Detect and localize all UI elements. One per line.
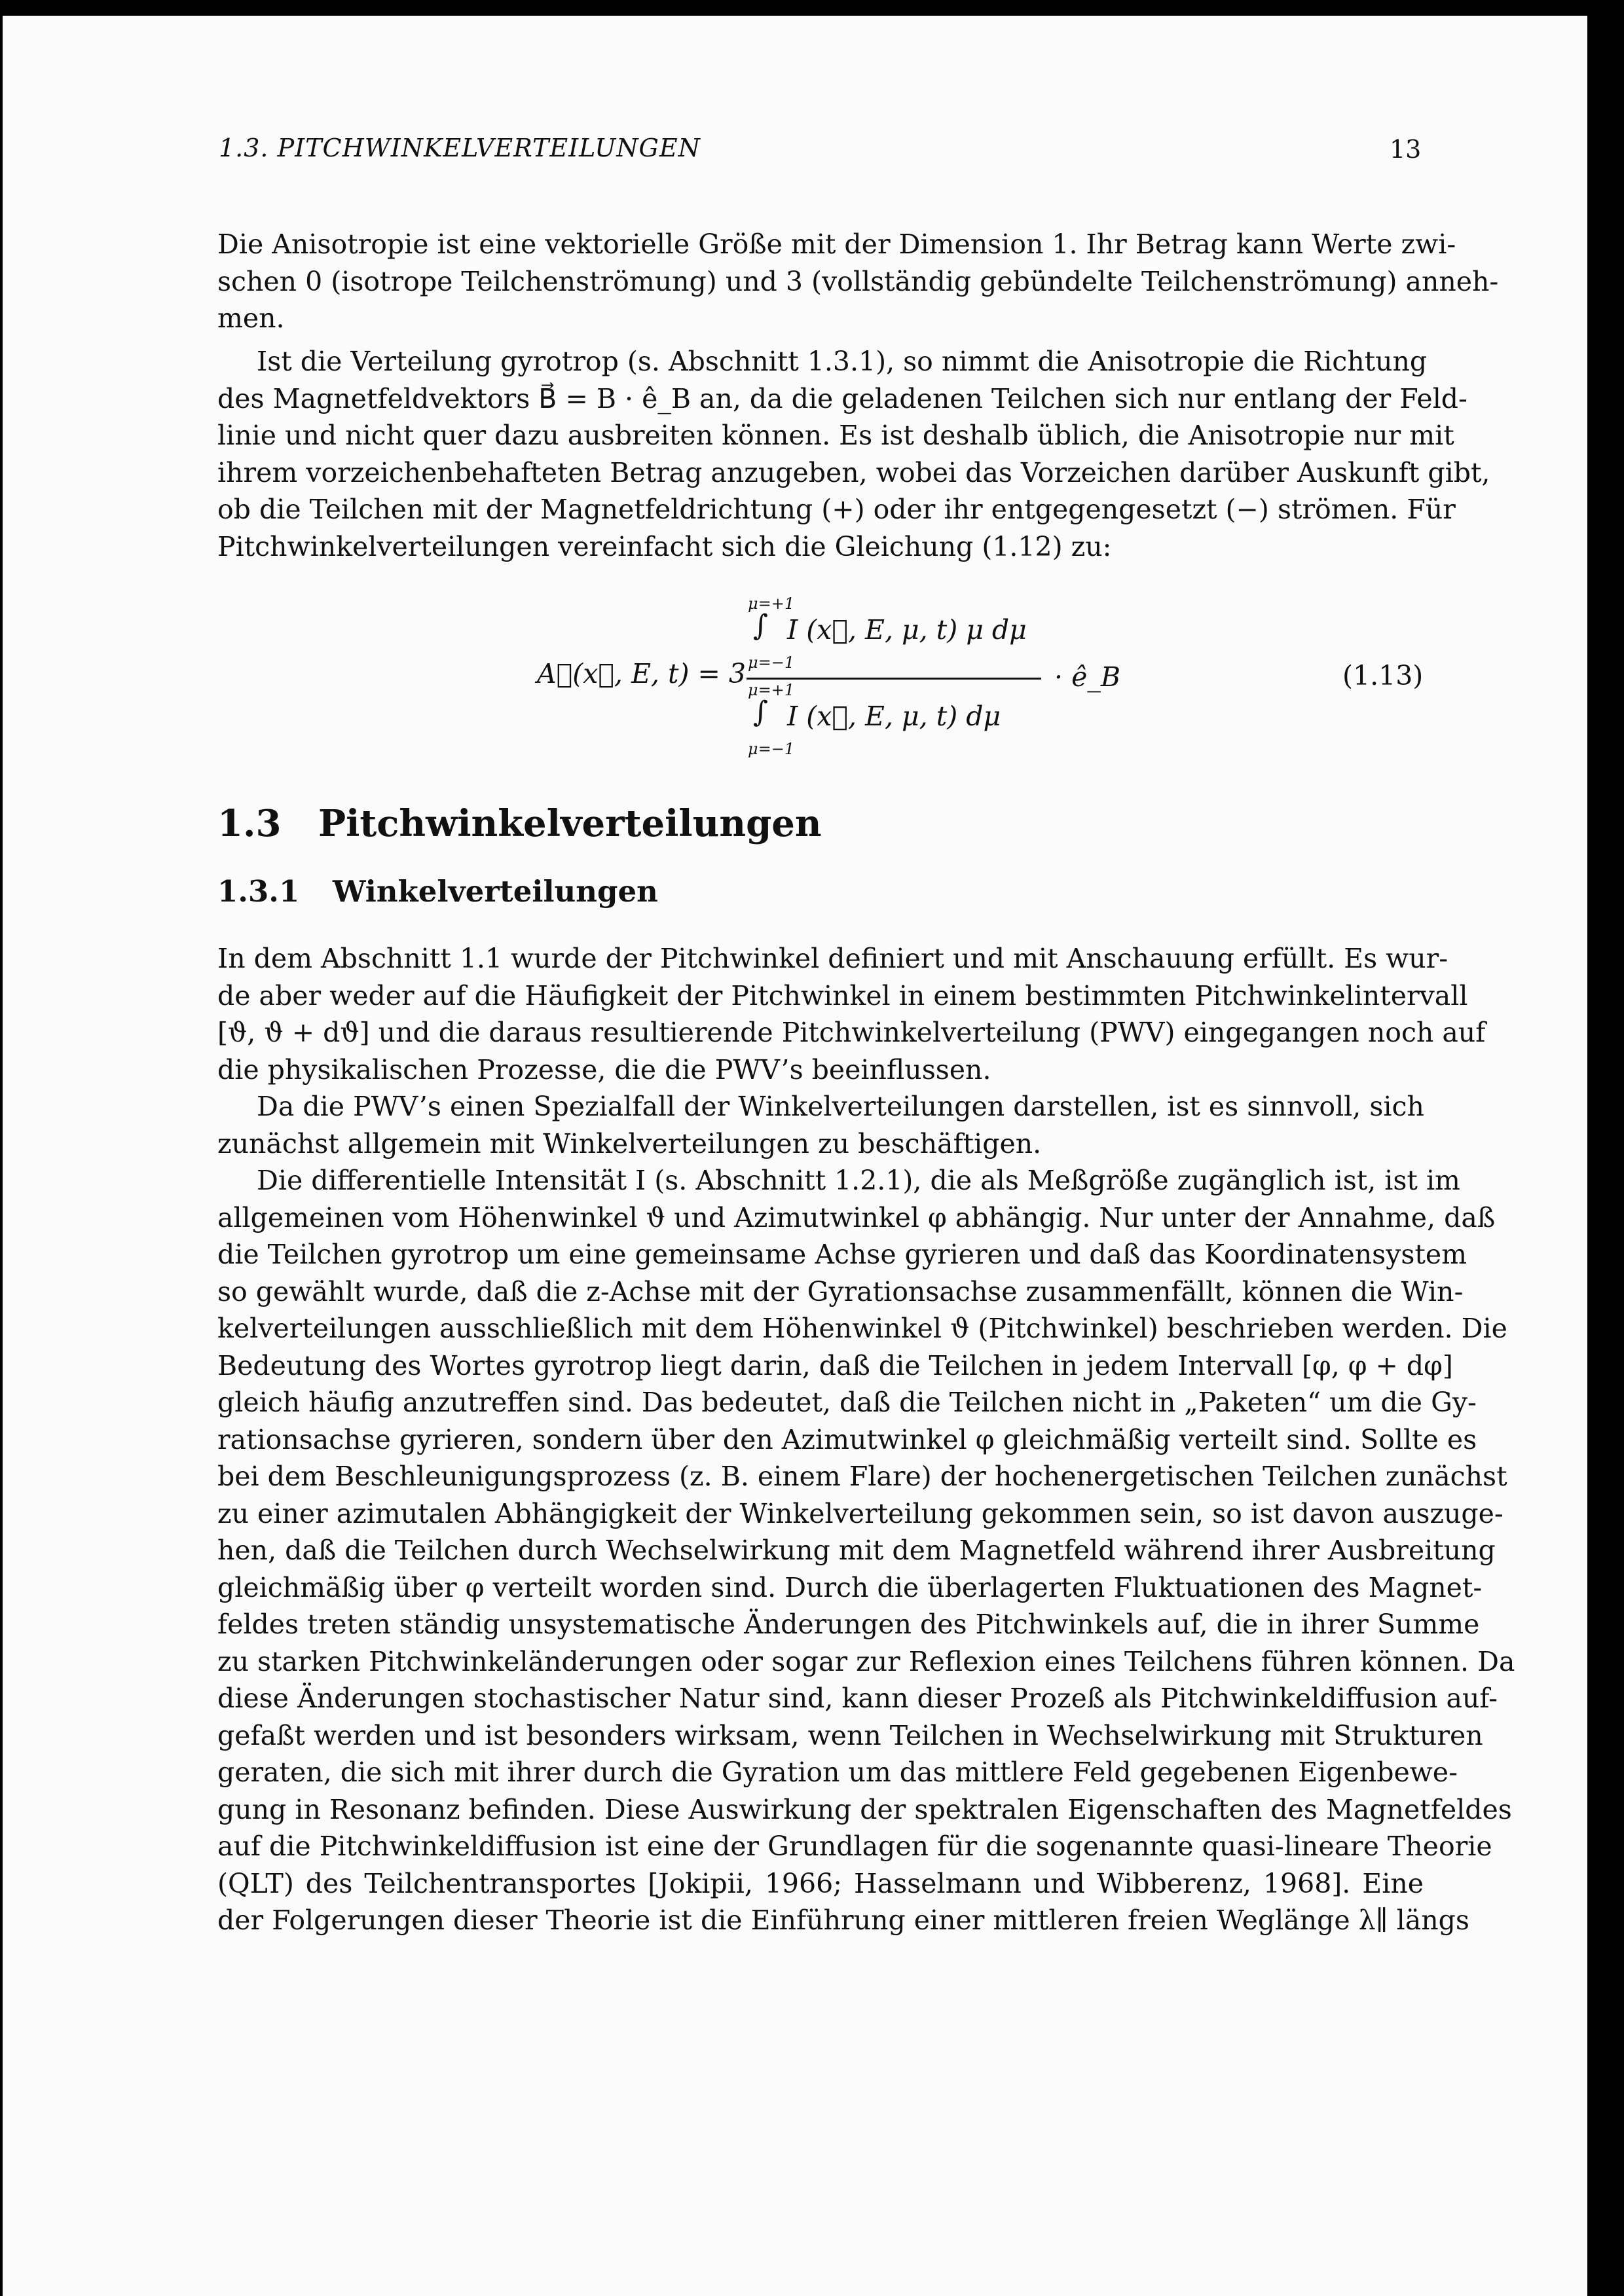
integral-upper-limit: μ=+1	[748, 681, 795, 699]
text-line: allgemeinen vom Höhenwinkel ϑ und Azimutwinkel φ abhängig. Nur unter der Annahme, daß	[217, 1201, 1496, 1233]
text-line: schen 0 (isotrope Teilchenströmung) und 3 (vollständig gebündelte Teilchenströmung) anneh-	[217, 265, 1499, 297]
text-line: de aber weder auf die Häufigkeit der Pitchwinkel in einem bestimmten Pitchwinkelintervall	[217, 979, 1468, 1011]
equation-1-13	[537, 589, 1428, 759]
text-line: feldes treten ständig unsystematische Änderungen des Pitchwinkels auf, die in ihrer Summe	[217, 1609, 1480, 1640]
text-line: [ϑ, ϑ + dϑ] und die daraus resultierende Pitchwinkelverteilung (PWV) eingegangen noch auf	[217, 1017, 1486, 1048]
paragraph-4	[217, 1088, 1424, 1162]
running-header: 1.3. PITCHWINKELVERTEILUNGEN	[219, 134, 701, 162]
text-line: Pitchwinkelverteilungen vereinfacht sich die Gleichung (1.12) zu:	[217, 530, 1112, 562]
text-line: zunächst allgemein mit Winkelverteilungen zu beschäftigen.	[217, 1127, 1042, 1159]
text-line: (QLT) des Teilchentransportes [Jokipii, 1966; Hasselmann und Wibberenz, 1968]. Eine	[217, 1867, 1424, 1899]
text-line: so gewählt wurde, daß die z-Achse mit der Gyrationsachse zusammenfällt, können die Win-	[217, 1275, 1464, 1307]
section-number: 1.3	[217, 802, 282, 845]
text-line: der Folgerungen dieser Theorie ist die Einführung einer mittleren freien Weglänge λ∥ längs	[217, 1904, 1469, 1936]
text-line: hen, daß die Teilchen durch Wechselwirkung mit dem Magnetfeld während ihrer Ausbreitung	[217, 1535, 1496, 1566]
text-line: geraten, die sich mit ihrer durch die Gyration um das mittlere Feld gegebenen Eigenbewe-	[217, 1757, 1458, 1788]
text-line: men.	[217, 302, 285, 334]
text-line: zu einer azimutalen Abhängigkeit der Winkelverteilung gekommen sein, so ist davon auszuge-	[217, 1497, 1504, 1529]
text-line: Die differentielle Intensität I (s. Abschnitt 1.2.1), die als Meßgröße zugänglich ist, ist im	[257, 1165, 1460, 1196]
equation-numerator: I (x⃗, E, μ, t) μ dμ	[787, 614, 1027, 646]
text-line: die physikalischen Prozesse, die die PWV’s beeinflussen.	[217, 1053, 991, 1085]
text-line: ob die Teilchen mit der Magnetfeldrichtung (+) oder ihr entgegengesetzt (−) strömen. Für	[217, 494, 1456, 525]
paragraph-2	[217, 343, 1490, 565]
integral-sign: ∫	[753, 695, 768, 729]
equation-number: (1.13)	[1342, 660, 1424, 691]
text-line: In dem Abschnitt 1.1 wurde der Pitchwinkel definiert und mit Anschauung erfüllt. Es wur-	[217, 943, 1449, 974]
text-line: Bedeutung des Wortes gyrotrop liegt darin, daß die Teilchen in jedem Intervall [φ, φ + dφ]	[217, 1349, 1453, 1381]
subsection-number: 1.3.1	[217, 874, 300, 909]
equation-rhs: · ê_B	[1054, 661, 1120, 693]
paragraph-5	[217, 1162, 1515, 1939]
text-line: gleich häufig anzutreffen sind. Das bedeutet, daß die Teilchen nicht in „Paketen“ um die Gy-	[217, 1387, 1477, 1418]
text-line: Da die PWV’s einen Spezialfall der Winkelverteilungen darstellen, ist es sinnvoll, sich	[257, 1091, 1424, 1122]
text-line: gefaßt werden und ist besonders wirksam, wenn Teilchen in Wechselwirkung mit Strukturen	[217, 1719, 1483, 1751]
section-heading	[217, 802, 822, 845]
text-line: zu starken Pitchwinkeländerungen oder sogar zur Reflexion eines Teilchens führen können. Da	[217, 1645, 1515, 1677]
text-line: die Teilchen gyrotrop um eine gemeinsame Achse gyrieren und daß das Koordinatensystem	[217, 1239, 1467, 1270]
fraction-bar	[747, 678, 1041, 680]
text-line: gleichmäßig über φ verteilt worden sind. Durch die überlagerten Fluktuationen des Magnet-	[217, 1571, 1483, 1603]
subsection-title: Winkelverteilungen	[333, 874, 658, 909]
equation-lhs: A⃗(x⃗, E, t) = 3	[537, 658, 746, 689]
subsection-heading	[217, 874, 658, 909]
paragraph-3	[217, 940, 1486, 1088]
integral-lower-limit: μ=−1	[748, 740, 795, 758]
integral-lower-limit: μ=−1	[748, 653, 795, 672]
text-line: des Magnetfeldvektors B⃗ = B · ê_B an, da die geladenen Teilchen sich nur entlang der Feld-	[217, 382, 1467, 414]
text-line: linie und nicht quer dazu ausbreiten können. Es ist deshalb üblich, die Anisotropie nur mit	[217, 420, 1454, 451]
text-line: diese Änderungen stochastischer Natur sind, kann dieser Prozeß als Pitchwinkeldiffusion auf-	[217, 1683, 1498, 1714]
integral-upper-limit: μ=+1	[748, 594, 795, 613]
section-title: Pitchwinkelverteilungen	[318, 802, 822, 845]
equation-denominator: I (x⃗, E, μ, t) dμ	[787, 701, 1001, 732]
integral-sign: ∫	[753, 609, 768, 642]
text-line: bei dem Beschleunigungsprozess (z. B. einem Flare) der hochenergetischen Teilchen zunächst	[217, 1461, 1507, 1492]
text-line: kelverteilungen ausschließlich mit dem Höhenwinkel ϑ (Pitchwinkel) beschrieben werden. Die	[217, 1313, 1507, 1344]
text-line: auf die Pitchwinkeldiffusion ist eine der Grundlagen für die sogenannte quasi-lineare Theorie	[217, 1831, 1492, 1862]
text-line: Die Anisotropie ist eine vektorielle Größe mit der Dimension 1. Ihr Betrag kann Werte zwi-	[217, 228, 1456, 260]
scan-border	[1587, 0, 1624, 2296]
text-line: ihrem vorzeichenbehafteten Betrag anzugeben, wobei das Vorzeichen darüber Auskunft gibt,	[217, 456, 1490, 488]
text-line: Ist die Verteilung gyrotrop (s. Abschnitt 1.3.1), so nimmt die Anisotropie die Richtung	[257, 346, 1428, 377]
page-number: 13	[1390, 135, 1422, 164]
text-line: gung in Resonanz befinden. Diese Auswirkung der spektralen Eigenschaften des Magnetfeldes	[217, 1793, 1512, 1825]
text-line: rationsachse gyrieren, sondern über den Azimutwinkel φ gleichmäßig verteilt sind. Sollte es	[217, 1423, 1477, 1455]
paragraph-1	[217, 226, 1499, 337]
